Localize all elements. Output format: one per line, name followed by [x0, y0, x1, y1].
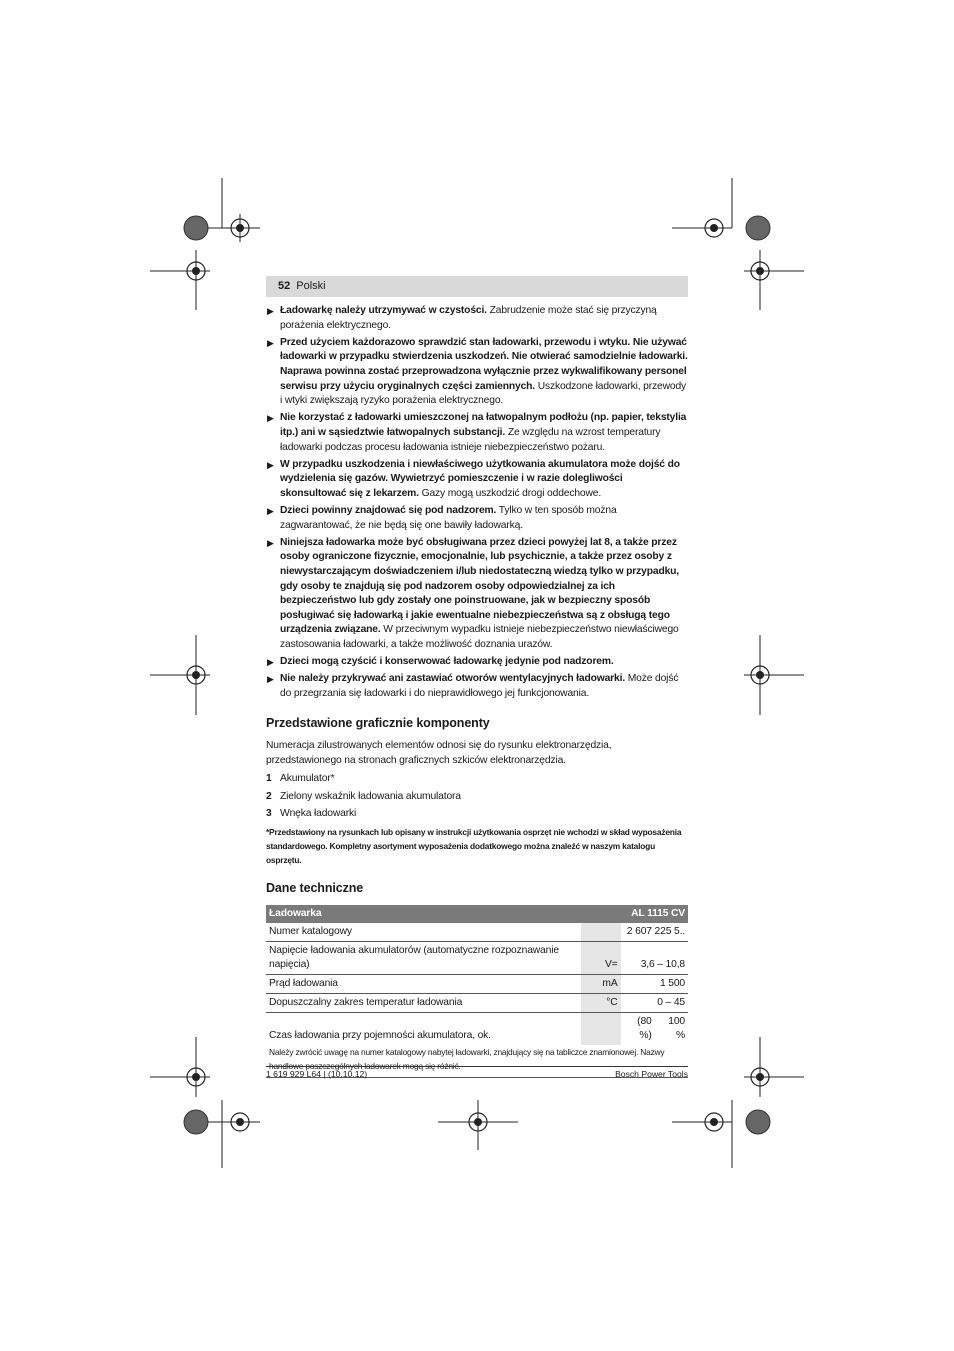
- safety-item: ▶ Dzieci powinny znajdować się pod nadzorem. Tylko w ten sposób można zagwarantować, że nie będą się one bawiły ładowarką.: [267, 505, 617, 531]
- table-row: Dopuszczalny zakres temperatur ładowania °C 0 – 45: [266, 993, 688, 1012]
- registration-mark-icon: [150, 1037, 210, 1097]
- page-footer: [266, 1068, 688, 1080]
- technical-data-table: [266, 905, 688, 1045]
- registration-mark-icon: [150, 178, 260, 258]
- registration-mark-icon: [672, 178, 782, 258]
- footer-brand: Bosch Power Tools: [615, 1069, 688, 1079]
- components-intro: Numeracja zilustrowanych elementów odnosi się do rysunku elektronarzędzia, przedstawionego na stronach graficznych szkiców elektronarzędzia.: [266, 740, 612, 766]
- table-row: Prąd ładowania mA 1 500: [266, 974, 688, 993]
- column-header-charger: Ładowarka: [266, 905, 621, 923]
- page-content: [266, 304, 688, 1078]
- component-item: 3 Wnęka ładowarki: [266, 807, 357, 819]
- safety-item: ▶ W przypadku uszkodzenia i niewłaściwego użytkowania akumulatora może dojść do wydzielenia się gazów. Wywietrzyć pomieszczenie i w razie dolegliwości skonsultować się z lekarzem. Gazy mogą uszkodzić drogi oddechowe.: [267, 458, 680, 499]
- registration-mark-icon: [150, 250, 210, 310]
- safety-item: ▶ Niniejsza ładowarka może być obsługiwana przez dzieci powyżej lat 8, a także przez osoby ograniczone fizycznie, emocjonalnie, lub psychicznie, a także przez osoby z niewystarczającym doświadczeniem i/lub niedostateczną wiedzą tylko w przypadku, gdy osoby te znajdują się pod nadzorem osoby odpowiedzialnej za ich bezpieczeństwo lub gdy zostały one poinstruowane, jak w bezpieczny sposób posługiwać się ładowarką i jakie ewentualne niebezpieczeństwa są z obsługą tego urządzenia związane. W przeciwnym wypadku istnieje niebezpieczeństwo niewłaściwego zastosowania ładowarki, a także możliwość doznania urazów.: [267, 536, 680, 651]
- safety-list: [266, 304, 688, 702]
- table-note: Należy zwrócić uwagę na numer katalogowy nabytej ładowarki, znajdujący się na tabliczce znamionowej. Nazwy handlowe poszczególnych ładowarek mogą się różnić.: [266, 1045, 688, 1078]
- table-header-row: [266, 905, 688, 923]
- bullet-triangle-icon: ▶: [267, 537, 274, 548]
- registration-mark-icon: [744, 250, 804, 310]
- safety-item: ▶ Nie należy przykrywać ani zastawiać otworów wentylacyjnych ładowarki. Może dojść do przegrzania się ładowarki i do nieprawidłowego jej funkcjonowania.: [267, 673, 679, 699]
- section-language: Polski: [296, 280, 326, 292]
- safety-item: ▶ Nie korzystać z ładowarki umieszczonej na łatwopalnym podłożu (np. papier, tekstylia itp.) ani w sąsiedztwie łatwopalnych substancji. Ze względu na wzrost temperatury ładowarki podczas procesu ładowania istnieje niebezpieczeństwo pożaru.: [267, 412, 687, 453]
- safety-item: ▶ Dzieci mogą czyścić i konserwować ładowarkę jedynie pod nadzorem.: [266, 655, 688, 670]
- registration-mark-icon: [150, 1090, 260, 1170]
- component-item: 2 Zielony wskaźnik ładowania akumulatora: [266, 790, 461, 802]
- registration-mark-icon: [438, 1100, 518, 1150]
- bullet-triangle-icon: ▶: [267, 657, 274, 668]
- registration-mark-icon: [150, 635, 210, 715]
- registration-mark-icon: [744, 635, 804, 715]
- bullet-triangle-icon: ▶: [267, 413, 274, 424]
- page-number: 52: [278, 280, 291, 292]
- safety-item: ▶ Przed użyciem każdorazowo sprawdzić stan ładowarki, przewodu i wtyku. Nie używać ładowarki w przypadku stwierdzenia uszkodzeń. Nie otwierać samodzielnie ładowarki. Naprawa powinna zostać przeprowadzona wyłącznie przez wykwalifikowany personel serwisu przy użyciu oryginalnych części zamiennych. Uszkodzone ładowarki, przewody i wtyki zwiększają ryzyko porażenia elektrycznego.: [267, 336, 688, 407]
- footer-divider: [266, 1066, 688, 1067]
- bullet-triangle-icon: ▶: [267, 459, 274, 470]
- column-header-model: AL 1115 CV: [621, 905, 688, 923]
- accessories-footnote: *Przedstawiony na rysunkach lub opisany w instrukcji użytkowania osprzęt nie wchodzi w skład wyposażenia standardowego. Kompletny asortyment wyposażenia dodatkowego można znaleźć w naszym katalogu osprzętu.: [266, 827, 682, 866]
- bullet-triangle-icon: ▶: [267, 337, 274, 348]
- page-header: [266, 276, 688, 297]
- registration-mark-icon: [744, 1037, 804, 1097]
- bullet-triangle-icon: ▶: [267, 506, 274, 517]
- bullet-triangle-icon: ▶: [267, 674, 274, 685]
- component-item: 1 Akumulator*: [266, 773, 335, 785]
- table-row: Napięcie ładowania akumulatorów (automatyczne rozpoznawanie napięcia) V= 3,6 – 10,8: [266, 941, 688, 974]
- registration-mark-icon: [672, 1090, 782, 1170]
- table-row: Czas ładowania przy pojemności akumulatora, ok. (80 %) 100 %: [266, 1012, 688, 1045]
- technical-heading: Dane techniczne: [266, 881, 364, 896]
- footer-doc-number: 1 619 929 L64 | (10.10.12): [266, 1069, 368, 1079]
- safety-item: ▶ Ładowarkę należy utrzymywać w czystości. Zabrudzenie może stać się przyczyną porażenia elektrycznego.: [267, 305, 657, 331]
- bullet-triangle-icon: ▶: [267, 306, 274, 316]
- table-row: Numer katalogowy 2 607 225 5..: [266, 923, 688, 942]
- components-heading: Przedstawione graficznie komponenty: [266, 715, 490, 730]
